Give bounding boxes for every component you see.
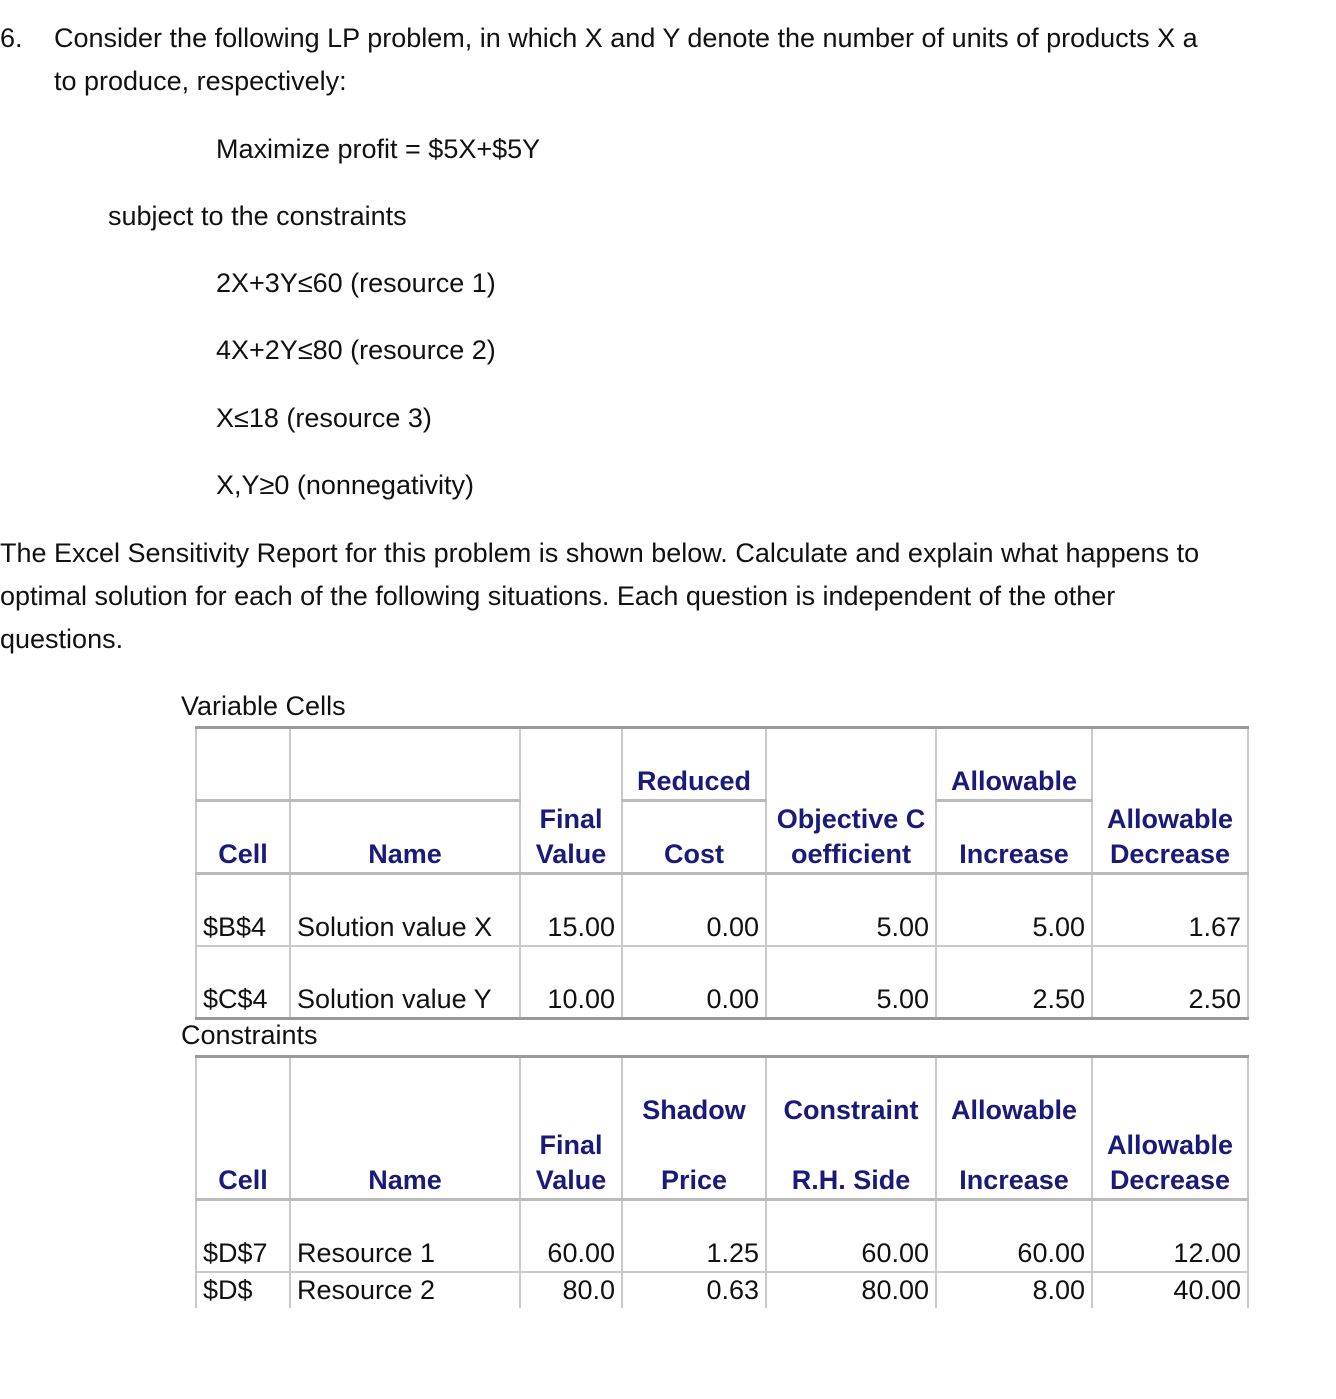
cell-allowable-increase: 5.00	[936, 874, 1092, 947]
header-allowable-increase-top: Allowable	[950, 1095, 1078, 1125]
cell-reduced-cost: 0.00	[622, 874, 766, 947]
header-cell: Cell	[196, 1057, 290, 1200]
header-reduced-bottom: Cost	[622, 801, 766, 874]
header-constraint-bottom: R.H. Side	[791, 1165, 911, 1195]
variable-cells-label: Variable Cells	[181, 691, 346, 721]
header-constraint-rhs	[766, 1057, 936, 1200]
header-allowable-increase-top: Allowable	[936, 728, 1092, 801]
cell-name: Resource 1	[290, 1200, 520, 1273]
intro-line: optimal solution for each of the following situations. Each question is independent of the other	[0, 581, 1116, 611]
header-blank	[290, 728, 520, 801]
intro-line: The Excel Sensitivity Report for this problem is shown below. Calculate and explain what happens to	[0, 538, 1200, 568]
cell-allowable-decrease: 1.67	[1092, 874, 1248, 947]
table-row	[196, 1200, 1248, 1273]
constraints-table	[195, 1055, 1249, 1308]
cell-name: Solution value Y	[290, 946, 520, 1019]
objective-function: Maximize profit = $5X+$5Y	[216, 134, 541, 164]
header-row	[196, 728, 1248, 801]
header-shadow-top: Shadow	[642, 1095, 746, 1125]
cell-allowable-decrease: 2.50	[1092, 946, 1248, 1019]
constraints-label: Constraints	[181, 1020, 318, 1050]
header-final-value: Final Value	[520, 728, 622, 874]
cell-final-value: 15.00	[520, 874, 622, 947]
cell-allowable-decrease: 12.00	[1092, 1200, 1248, 1273]
subject-to-label: subject to the constraints	[108, 201, 407, 231]
constraint-resource-1: 2X+3Y≤60 (resource 1)	[216, 268, 496, 298]
question-number: 6.	[0, 23, 23, 53]
header-row	[196, 801, 1248, 874]
report-intro	[0, 532, 1199, 661]
question-line: Consider the following LP problem, in which X and Y denote the number of units of products X a	[54, 23, 1198, 53]
table-row	[196, 1272, 1248, 1308]
cell-objective-coefficient: 5.00	[766, 874, 936, 947]
cell-ref: $B$4	[196, 874, 290, 947]
header-row	[196, 1057, 1248, 1200]
cell-name: Solution value X	[290, 874, 520, 947]
header-name: Name	[290, 1057, 520, 1200]
cell-shadow-price: 1.25	[622, 1200, 766, 1273]
header-allowable-decrease: Allowable Decrease	[1092, 728, 1248, 874]
cell-ref: $D$	[196, 1272, 290, 1308]
question-text	[54, 17, 1198, 103]
intro-line: questions.	[0, 624, 124, 654]
cell-final-value: 60.00	[520, 1200, 622, 1273]
cell-reduced-cost: 0.00	[622, 946, 766, 1019]
header-blank	[196, 728, 290, 801]
variable-cells-table	[195, 726, 1249, 1020]
table-row	[196, 874, 1248, 947]
cell-allowable-increase: 60.00	[936, 1200, 1092, 1273]
header-cell: Cell	[196, 801, 290, 874]
cell-constraint-rhs: 80.00	[766, 1272, 936, 1308]
cell-shadow-price: 0.63	[622, 1272, 766, 1308]
header-name: Name	[290, 801, 520, 874]
header-constraint-top: Constraint	[783, 1095, 919, 1125]
header-final-value: Final Value	[520, 1057, 622, 1200]
constraint-resource-2: 4X+2Y≤80 (resource 2)	[216, 335, 496, 365]
cell-objective-coefficient: 5.00	[766, 946, 936, 1019]
cell-constraint-rhs: 60.00	[766, 1200, 936, 1273]
header-allowable-increase	[936, 1057, 1092, 1200]
cell-allowable-decrease: 40.00	[1092, 1272, 1248, 1308]
header-objective-coefficient: Objective Coefficient	[766, 728, 936, 874]
cell-final-value: 80.0	[520, 1272, 622, 1308]
constraint-resource-3: X≤18 (resource 3)	[216, 403, 432, 433]
cell-ref: $C$4	[196, 946, 290, 1019]
header-allowable-increase-bottom: Increase	[936, 801, 1092, 874]
cell-final-value: 10.00	[520, 946, 622, 1019]
cell-name: Resource 2	[290, 1272, 520, 1308]
header-shadow-bottom: Price	[660, 1165, 728, 1195]
table-row	[196, 946, 1248, 1019]
cell-ref: $D$7	[196, 1200, 290, 1273]
cell-allowable-increase: 2.50	[936, 946, 1092, 1019]
header-allowable-increase-bottom: Increase	[959, 1165, 1069, 1195]
header-reduced-top: Reduced	[622, 728, 766, 801]
cell-allowable-increase: 8.00	[936, 1272, 1092, 1308]
constraint-nonnegativity: X,Y≥0 (nonnegativity)	[216, 470, 474, 500]
header-allowable-decrease: Allowable Decrease	[1092, 1057, 1248, 1200]
question-line: to produce, respectively:	[54, 66, 347, 96]
header-shadow-price	[622, 1057, 766, 1200]
